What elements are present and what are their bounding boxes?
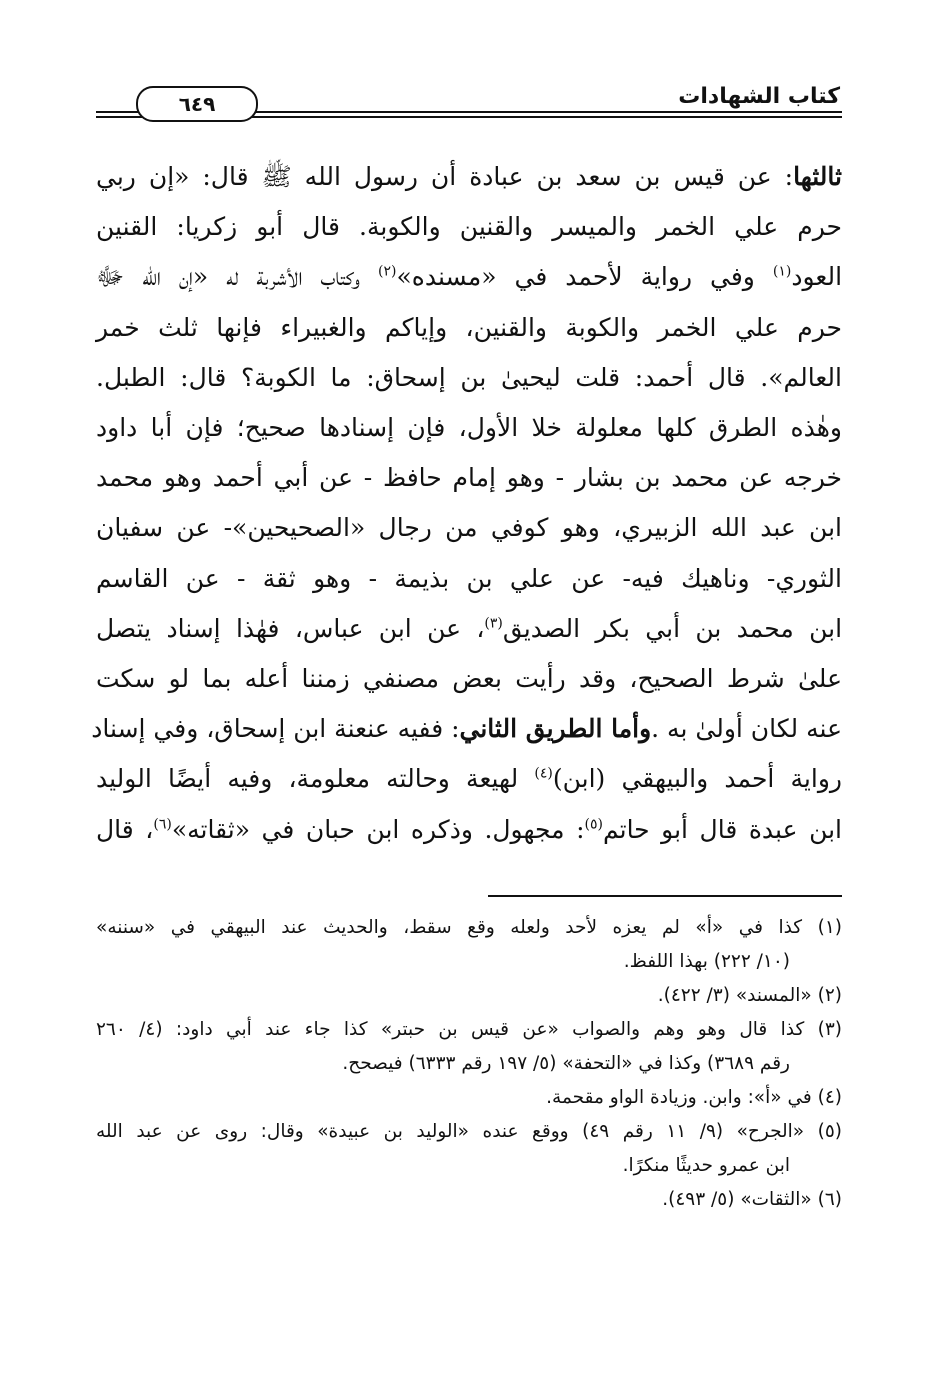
text-line: علىٰ شرط الصحيح، وقد رأيت بعض مصنفي زمننا أعله بما لو سكت	[96, 664, 842, 694]
footnote-separator	[488, 895, 842, 897]
footnote-ref: (٢)	[378, 264, 397, 281]
footnote-number: (١)	[817, 917, 843, 938]
running-header	[96, 80, 842, 126]
footnote-ref: (٥)	[584, 816, 603, 833]
text-line: الثوري- وناهيك فيه- عن علي بن بذيمة - وهو ثقة - عن القاسم	[96, 563, 842, 593]
text-line: ابن عبدة قال أبو حاتم$^{(٥)}$: مجهول. وذكره ابن حبان في «ثقاته»$^{(٦)}$، قال	[96, 814, 842, 844]
text-line: ابن محمد بن أبي بكر الصديق$^{(٣)}$، عن ابن عباس، فهٰذا إسناد يتصل	[96, 613, 843, 643]
footnote-number: (٢)	[817, 985, 842, 1006]
footnote-ref: (١)	[772, 264, 792, 281]
footnote-6: (٦) «الثقات» (٥/ ٤٩٣).	[662, 1189, 842, 1210]
text-line: وهٰذه الطرق كلها معلولة خلا الأول، فإن إسنادها صحيح؛ فإن أبا داود	[96, 413, 842, 443]
main-text	[91, 152, 843, 855]
footnote-1: (١) كذا في «أ» لم يعزه لأحد ولعله وقع سقط، والحديث عند البيهقي في «سننه» (١٠/ ٢٢٢) بهذا اللفظ.	[96, 917, 843, 972]
footnote-3: (٣) كذا قال وهو وهم والصواب «عن قيس بن حبتر» كذا جاء عند أبي داود: (٤/ ٢٦٠ رقم ٣٦٨٩) وكذا في «التحفة» (٥/ ١٩٧ رقم ٦٣٣٣) فيصحح.	[96, 1019, 842, 1074]
text-line: رواية أحمد والبيهقي (ابن)$^{(٤)}$ لهيعة وحالته معلومة، وفيه أيضًا الوليد	[96, 764, 842, 794]
page-number: ٦٤٩	[136, 86, 258, 122]
footnotes	[96, 911, 842, 1217]
bold-heading: ثالثها	[793, 162, 842, 191]
footnote-5: (٥) «الجرح» (٩/ ١١ رقم ٤٩) ووقع عنده «الوليد بن عبيدة» وقال: روى عن عبد الله ابن عمرو حديثًا منكرًا.	[96, 1121, 842, 1176]
footnote-number: (٣)	[817, 1019, 842, 1040]
bold-heading: وأما الطريق الثاني	[459, 714, 652, 744]
chapter-title: كتاب الشهادات	[678, 84, 840, 109]
footnote-number: (٤)	[817, 1087, 842, 1108]
footnote-number: (٥)	[817, 1121, 842, 1142]
footnote-2: (٢) «المسند» (٣/ ٤٢٢).	[657, 985, 842, 1006]
text-line: خرجه عن محمد بن بشار - وهو إمام حافظ - عن أبي أحمد وهو محمد	[96, 463, 842, 493]
footnote-ref: (٤)	[534, 766, 553, 783]
text-line: عنه لكان أولىٰ به .وأما الطريق الثاني: ففيه عنعنة ابن إسحاق، وفي إسناد	[91, 714, 842, 744]
text-line: ابن عبد الله الزبيري، وهو كوفي من رجال «الصحيحين»- عن سفيان	[96, 513, 842, 543]
footnote-ref: (٣)	[484, 615, 503, 632]
text-line: العالم». قال أحمد: قلت ليحيىٰ بن إسحاق: ما الكوبة؟ قال: الطبل.	[96, 362, 842, 392]
text-line: العود$^{(١)}$ وفي رواية لأحمد في «مسنده»$^{(٢)}$ وكتاب الأشربة له «إن الله ﷻ	[96, 262, 843, 292]
footnote-4: (٤) في «أ»: وابن. وزيادة الواو مقحمة.	[546, 1087, 842, 1108]
footnote-ref: (٦)	[153, 816, 172, 833]
text-line: ثالثها: عن قيس بن سعد بن عبادة أن رسول الله ﷺ قال: «إن ربي	[96, 162, 842, 191]
text-line: حرم علي الخمر والكوبة والقنين، وإياكم والغبيراء فإنها ثلث خمر	[96, 312, 842, 342]
text-line: حرم علي الخمر والميسر والقنين والكوبة. قال أبو زكريا: القنين	[96, 212, 842, 242]
footnote-number: (٦)	[817, 1189, 842, 1210]
